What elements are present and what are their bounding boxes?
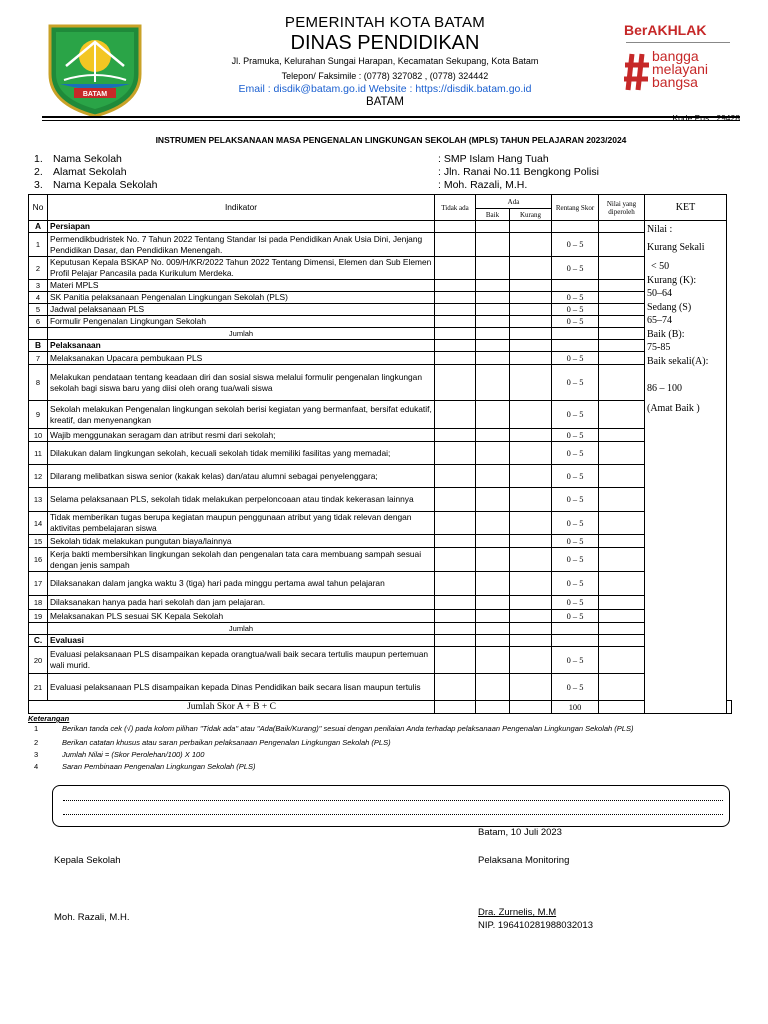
jumlah-cell[interactable] [510,328,552,340]
th-kurang: Kurang [510,209,552,221]
indicator-row [29,572,732,596]
row-number: 14 [29,512,48,535]
check-tidak-ada[interactable] [435,488,476,512]
score-range: 0 – 5 [552,429,599,442]
berakhlak-logo [624,22,734,100]
check-tidak-ada[interactable] [435,596,476,610]
score-cell[interactable] [599,340,645,352]
jumlah-row [29,623,732,635]
row-number: 21 [29,674,48,701]
check-tidak-ada[interactable] [435,316,476,328]
score-obtained[interactable] [599,548,645,572]
jumlah-label: Jumlah [48,328,435,340]
check-baik[interactable] [476,535,510,548]
ket-line: Kurang (K): [647,274,697,286]
jumlah-cell[interactable] [599,623,645,635]
row-number: 20 [29,647,48,674]
score-cell[interactable] [510,635,552,647]
score-obtained[interactable] [599,535,645,548]
berakhlak-brand: BerAKHLAK [624,22,707,38]
check-kurang[interactable] [510,280,552,292]
check-kurang[interactable] [510,352,552,365]
indicator-text: Tidak memberikan tugas berupa kegiatan maupun penggunaan atribut yang tidak relevan dengan aktivitas pembelajaran siswa [48,512,435,535]
ket-line: Kurang Sekali [647,241,705,253]
check-baik[interactable] [476,257,510,280]
indicator-text: Jadwal pelaksanaan PLS [48,304,435,316]
score-obtained[interactable] [599,429,645,442]
ket-line: Baik (B): [647,328,685,340]
headmaster-role: Kepala Sekolah [54,855,121,866]
check-kurang[interactable] [510,535,552,548]
indicator-text: Evaluasi pelaksanaan PLS disampaikan kepada Dinas Pendidikan baik secara lisan maupun tertulis [48,674,435,701]
check-baik[interactable] [476,596,510,610]
check-tidak-ada[interactable] [435,465,476,488]
score-range [552,280,599,292]
row-number: 13 [29,488,48,512]
score-range: 0 – 5 [552,535,599,548]
ket-line: (Amat Baik ) [647,402,700,414]
indicator-row [29,465,732,488]
score-range: 0 – 5 [552,352,599,365]
jumlah-cell[interactable] [476,623,510,635]
check-tidak-ada[interactable] [435,429,476,442]
indicator-text: Formulir Pengenalan Lingkungan Sekolah [48,316,435,328]
score-cell[interactable] [552,221,599,233]
check-baik[interactable] [476,442,510,465]
info-row-address: 2. Alamat Sekolah : Jln. Ranai No.11 Bengkong Polisi [34,166,599,178]
info-row-headmaster: 3. Nama Kepala Sekolah : Moh. Razali, M.H. [34,179,528,191]
check-baik[interactable] [476,674,510,701]
instrument-table [28,194,732,714]
check-baik[interactable] [476,647,510,674]
check-tidak-ada[interactable] [435,674,476,701]
total-obtained[interactable] [599,701,645,714]
row-number: 19 [29,610,48,623]
score-range: 0 – 5 [552,488,599,512]
section-row [29,221,732,233]
ket-line: Baik sekali(A): [647,355,709,367]
indicator-row [29,610,732,623]
score-obtained[interactable] [599,442,645,465]
total-label: Jumlah Skor A + B + C [29,701,435,714]
th-indikator: Indikator [48,195,435,221]
indicator-row [29,316,732,328]
check-baik[interactable] [476,465,510,488]
check-tidak-ada[interactable] [435,647,476,674]
indicator-text: Wajib menggunakan seragam dan atribut resmi dari sekolah; [48,429,435,442]
score-cell[interactable] [552,340,599,352]
score-cell[interactable] [476,221,510,233]
check-baik[interactable] [476,401,510,429]
total-ket [727,701,732,714]
indicator-text: Melaksanakan PLS sesuai SK Kepala Sekolah [48,610,435,623]
ket-column [645,221,727,714]
indicator-text: Dilaksanakan hanya pada hari sekolah dan jam pelajaran. [48,596,435,610]
check-kurang[interactable] [510,512,552,535]
note-item: 1 Berikan tanda cek (√) pada kolom pilihan "Tidak ada" atau "Ada(Baik/Kurang)" sesuai dengan penilaian Anda terhadap pelaksanaan Pengenalan Lingkungan Sekolah (PLS) [34,724,634,733]
th-nilai: Nilai yang diperoleh [599,195,645,221]
row-number: 18 [29,596,48,610]
check-baik[interactable] [476,429,510,442]
th-no: No [29,195,48,221]
total-cell [476,701,510,714]
ket-line: 50–64 [647,288,672,299]
jumlah-cell[interactable] [435,623,476,635]
check-kurang[interactable] [510,572,552,596]
indicator-text: Dilakukan dalam lingkungan sekolah, kecuali sekolah tidak memiliki fasilitas yang memadai; [48,442,435,465]
check-tidak-ada[interactable] [435,442,476,465]
score-range: 0 – 5 [552,596,599,610]
score-cell[interactable] [435,221,476,233]
indicator-row [29,292,732,304]
section-label: Pelaksanaan [48,340,435,352]
row-number: 6 [29,316,48,328]
score-range: 0 – 5 [552,233,599,257]
section-number: A [29,221,48,233]
ket-line: 65–74 [647,315,672,326]
row-number: 2 [29,257,48,280]
jumlah-empty [29,623,48,635]
indicator-row [29,233,732,257]
row-number: 11 [29,442,48,465]
indicator-row [29,442,732,465]
score-range: 0 – 5 [552,316,599,328]
score-range: 0 – 5 [552,304,599,316]
total-value: 100 [552,701,599,714]
city: BATAM [366,96,404,108]
score-obtained[interactable] [599,512,645,535]
ket-line: Sedang (S) [647,301,692,313]
suggestion-box[interactable] [52,785,730,827]
ket-line: 75-85 [647,342,671,353]
check-baik[interactable] [476,233,510,257]
score-obtained[interactable] [599,304,645,316]
total-cell [510,701,552,714]
jumlah-cell[interactable] [552,623,599,635]
score-obtained[interactable] [599,647,645,674]
check-kurang[interactable] [510,292,552,304]
ket-line: < 50 [651,261,670,272]
notes [28,714,728,773]
score-obtained[interactable] [599,280,645,292]
th-ada: Ada [476,195,552,209]
check-tidak-ada[interactable] [435,233,476,257]
section-number: C. [29,635,48,647]
check-kurang[interactable] [510,674,552,701]
row-number: 4 [29,292,48,304]
section-label: Persiapan [48,221,435,233]
gov-name: PEMERINTAH KOTA BATAM [284,14,486,31]
check-kurang[interactable] [510,401,552,429]
check-baik[interactable] [476,352,510,365]
indicator-row [29,647,732,674]
score-obtained[interactable] [599,292,645,304]
check-tidak-ada[interactable] [435,352,476,365]
score-cell[interactable] [510,340,552,352]
score-cell[interactable] [476,635,510,647]
check-baik[interactable] [476,304,510,316]
indicator-text: Melakukan pendataan tentang keadaan diri dan sosial siswa melalui formulir pengenalan lingkungan sekolah bagi siswa baru yang diisi oleh orang tua/wali siswa [48,365,435,401]
score-obtained[interactable] [599,610,645,623]
check-baik[interactable] [476,512,510,535]
check-baik[interactable] [476,572,510,596]
score-obtained[interactable] [599,365,645,401]
indicator-text: Sekolah melakukan Pengenalan lingkungan sekolah berisi kegiatan yang bermanfaat, bersifat edukatif, kreatif, dan menyenangkan [48,401,435,429]
score-range: 0 – 5 [552,610,599,623]
indicator-text: Sekolah tidak melakukan pungutan biaya/lainnya [48,535,435,548]
score-range: 0 – 5 [552,572,599,596]
score-obtained[interactable] [599,572,645,596]
score-obtained[interactable] [599,596,645,610]
check-kurang[interactable] [510,465,552,488]
jumlah-cell[interactable] [552,328,599,340]
row-number: 1 [29,233,48,257]
indicator-text: Keputusan Kepala BSKAP No. 009/H/KR/2022 Tahun 2022 Tentang Dimensi, Elemen dan Sub Elemen Profil Pelajar Pancasila pada Kurikulum Merdeka. [48,257,435,280]
score-cell[interactable] [435,635,476,647]
score-obtained[interactable] [599,257,645,280]
indicator-row [29,674,732,701]
check-tidak-ada[interactable] [435,572,476,596]
score-cell[interactable] [552,635,599,647]
row-number: 3 [29,280,48,292]
indicator-text: Selama pelaksanaan PLS, sekolah tidak melakukan perpeloncoaan atau tindak kekerasan lainnya [48,488,435,512]
check-tidak-ada[interactable] [435,610,476,623]
check-baik[interactable] [476,610,510,623]
monitor-nip: NIP. 196410281988032013 [478,920,593,931]
indicator-row [29,535,732,548]
score-cell[interactable] [476,340,510,352]
jumlah-cell[interactable] [435,328,476,340]
indicator-row [29,488,732,512]
jumlah-cell[interactable] [476,328,510,340]
headmaster-name: Moh. Razali, M.H. [54,912,130,923]
jumlah-label: Jumlah [48,623,435,635]
check-kurang[interactable] [510,488,552,512]
indicator-row [29,365,732,401]
indicator-row [29,401,732,429]
indicator-text: Kerja bakti membersihkan lingkungan sekolah dan pengenalan tata cara membuang sampah sesuai dengan jenis sampah [48,548,435,572]
logo-text: BATAM [82,91,108,98]
note-item: 2 Berikan catatan khusus atau saran perbaikan pelaksanaan Pengenalan Lingkungan Sekolah (PLS) [34,738,391,747]
hashtag-icon [624,52,650,92]
check-tidak-ada[interactable] [435,512,476,535]
email-website[interactable]: Email : disdik@batam.go.id Website : https://disdik.batam.go.id [238,83,532,95]
score-range: 0 – 5 [552,548,599,572]
bangga-text: bangga melayani bangsa [652,48,709,90]
th-rentang: Rentang Skor [552,195,599,221]
indicator-row [29,596,732,610]
check-baik[interactable] [476,280,510,292]
check-baik[interactable] [476,488,510,512]
jumlah-row [29,328,732,340]
note-item: 3 Jumlah Nilai = (Skor Perolehan/100) X 100 [34,750,205,759]
place-date: Batam, 10 Juli 2023 [478,827,562,838]
monitor-role: Pelaksana Monitoring [478,855,570,866]
total-row [29,701,732,714]
score-cell[interactable] [599,635,645,647]
score-cell[interactable] [599,221,645,233]
score-obtained[interactable] [599,233,645,257]
indicator-row [29,352,732,365]
indicator-text: Dilarang melibatkan siswa senior (kakak kelas) dan/atau alumni sebagai penyelenggara; [48,465,435,488]
check-kurang[interactable] [510,596,552,610]
section-row [29,635,732,647]
check-tidak-ada[interactable] [435,280,476,292]
score-range: 0 – 5 [552,465,599,488]
score-range: 0 – 5 [552,442,599,465]
score-cell[interactable] [510,221,552,233]
check-tidak-ada[interactable] [435,304,476,316]
th-ket: KET [645,195,727,221]
check-tidak-ada[interactable] [435,365,476,401]
score-range: 0 – 5 [552,401,599,429]
total-cell [435,701,476,714]
row-number: 10 [29,429,48,442]
score-range: 0 – 5 [552,365,599,401]
check-kurang[interactable] [510,442,552,465]
indicator-text: Dilaksanakan dalam jangka waktu 3 (tiga) hari pada minggu pertama awal tahun pelajaran [48,572,435,596]
row-number: 8 [29,365,48,401]
jumlah-cell[interactable] [599,328,645,340]
check-kurang[interactable] [510,610,552,623]
indicator-text: Permendikbudristek No. 7 Tahun 2022 Tentang Standar Isi pada Pendidikan Anak Usia Dini, Jenjang Pendidikan Dasar, dan Pendidikan Menengah. [48,233,435,257]
document-title: INSTRUMEN PELAKSANAAN MASA PENGENALAN LINGKUNGAN SEKOLAH (MPLS) TAHUN PELAJARAN 2023/2024 [155,135,627,145]
check-kurang[interactable] [510,647,552,674]
row-number: 12 [29,465,48,488]
row-number: 15 [29,535,48,548]
check-baik[interactable] [476,548,510,572]
check-tidak-ada[interactable] [435,257,476,280]
row-number: 17 [29,572,48,596]
batam-city-logo [46,22,144,118]
score-range: 0 – 5 [552,647,599,674]
monitor-name: Dra. Zurnelis, M.M [478,907,557,918]
score-obtained[interactable] [599,674,645,701]
th-tidak-ada: Tidak ada [435,195,476,221]
score-cell[interactable] [435,340,476,352]
score-obtained[interactable] [599,352,645,365]
indicator-text: Materi MPLS [48,280,435,292]
jumlah-empty [29,328,48,340]
ket-line: 86 – 100 [647,383,682,394]
check-tidak-ada[interactable] [435,548,476,572]
section-label: Evaluasi [48,635,435,647]
dept-name: DINAS PENDIDIKAN [290,32,480,54]
score-range: 0 – 5 [552,292,599,304]
check-tidak-ada[interactable] [435,535,476,548]
score-obtained[interactable] [599,401,645,429]
row-number: 5 [29,304,48,316]
section-number: B [29,340,48,352]
score-range: 0 – 5 [552,512,599,535]
check-tidak-ada[interactable] [435,292,476,304]
check-tidak-ada[interactable] [435,401,476,429]
indicator-row [29,257,732,280]
indicator-text: Melaksanakan Upacara pembukaan PLS [48,352,435,365]
check-baik[interactable] [476,365,510,401]
check-kurang[interactable] [510,233,552,257]
check-kurang[interactable] [510,548,552,572]
score-obtained[interactable] [599,316,645,328]
score-range: 0 – 5 [552,257,599,280]
notes-title: Keterangan [28,714,70,723]
jumlah-cell[interactable] [510,623,552,635]
row-number: 16 [29,548,48,572]
indicator-row [29,304,732,316]
score-obtained[interactable] [599,488,645,512]
info-row-school: 1. Nama Sekolah : SMP Islam Hang Tuah [34,153,549,165]
note-item: 4 Saran Pembinaan Pengenalan Lingkungan Sekolah (PLS) [34,762,256,771]
score-obtained[interactable] [599,465,645,488]
check-kurang[interactable] [510,304,552,316]
check-kurang[interactable] [510,365,552,401]
check-kurang[interactable] [510,316,552,328]
indicator-row [29,548,732,572]
score-range: 0 – 5 [552,674,599,701]
phone: Telepon/ Faksimile : (0778) 327082 , (0778) 324442 [281,71,489,81]
indicator-row [29,512,732,535]
check-kurang[interactable] [510,429,552,442]
indicator-text: Evaluasi pelaksanaan PLS disampaikan kepada orangtua/wali baik secara tertulis maupun pertemuan wali murid. [48,647,435,674]
indicator-text: SK Panitia pelaksanaan Pengenalan Lingkungan Sekolah (PLS) [48,292,435,304]
check-baik[interactable] [476,316,510,328]
indicator-row [29,429,732,442]
section-row [29,340,732,352]
check-baik[interactable] [476,292,510,304]
th-baik: Baik [476,209,510,221]
kode-pos: Kode Pos : 29428 [672,113,740,123]
check-kurang[interactable] [510,257,552,280]
row-number: 7 [29,352,48,365]
indicator-row [29,280,732,292]
address: Jl. Pramuka, Kelurahan Sungai Harapan, Kecamatan Sekupang, Kota Batam [231,56,539,66]
ket-line: Nilai : [647,224,673,235]
row-number: 9 [29,401,48,429]
